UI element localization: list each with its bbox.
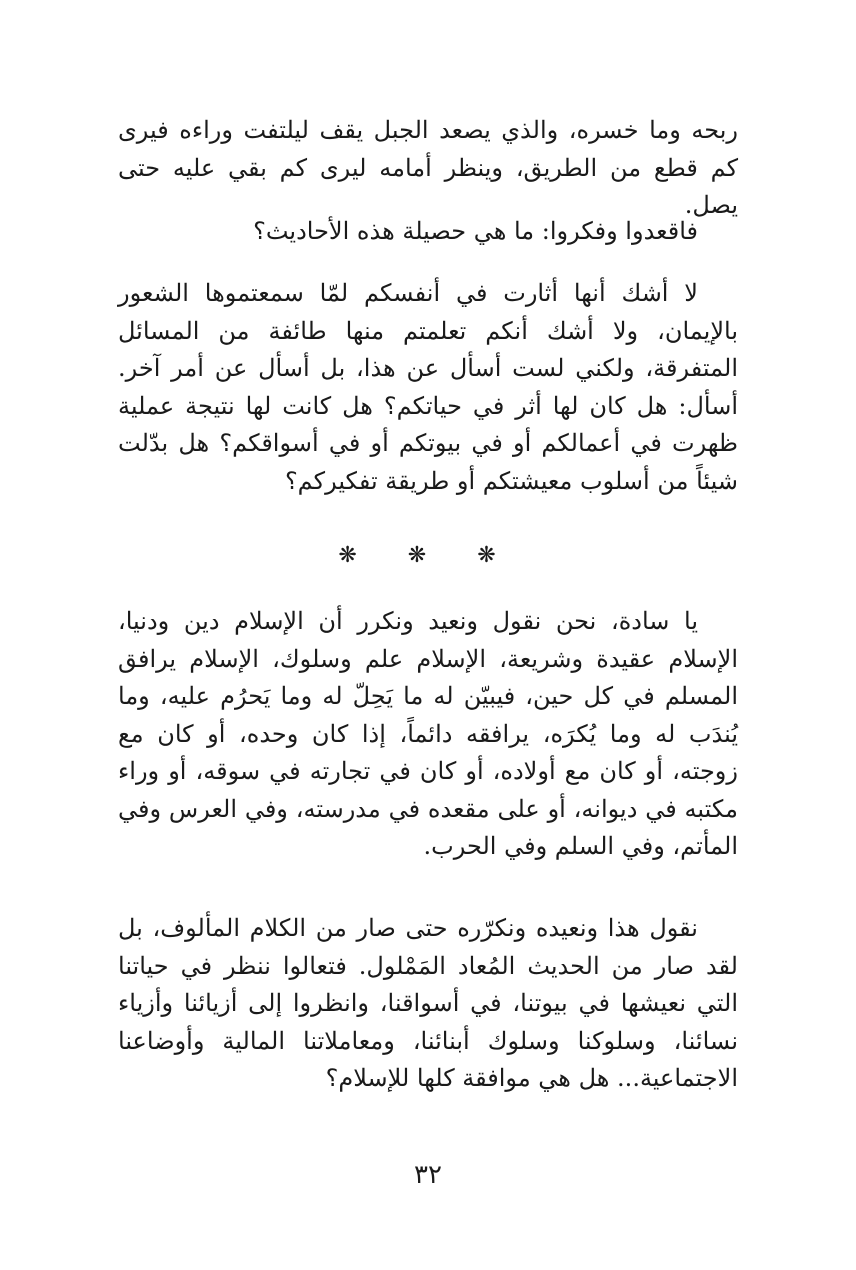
paragraph-islam-companion: يا سادة، نحن نقول ونعيد ونكرر أن الإسلام دين ودنيا، الإسلام عقيدة وشريعة، الإسلام علم وسلوك، الإسلام يرافق المسلم في كل حين، فيبيّن له ما يَحِلّ له وما يَحرُم عليه، وما يُندَب له وما يُكرَه، يرافقه دائماً، إذا كان وحده، أو كان مع زوجته، أو كان مع أولاده، أو كان في تجارته في سوقه، أو وراء مكتبه في ديوانه، أو على مقعده في مدرسته، وفي العرس وفي المأتم، وفي السلم وفي الحرب.: [118, 607, 738, 860]
paragraph-continuation: ربحه وما خسره، والذي يصعد الجبل يقف ليلتفت وراءه فيرى كم قطع من الطريق، وينظر أمامه ليرى كم بقي عليه حتى يصل.: [118, 116, 738, 219]
section-separator: ❋ ❋ ❋: [338, 543, 518, 568]
page-number: ٣٢: [414, 1160, 442, 1190]
paragraph-examine-life: نقول هذا ونعيده ونكرّره حتى صار من الكلام المألوف، بل لقد صار من الحديث المُعاد المَمْلول. فتعالوا ننظر في حياتنا التي نعيشها في بيوتنا، في أسواقنا، وانظروا إلى أزيائنا وأزياء نسائنا، وسلوكنا وسلوك أبنائنا، ومعاملاتنا المالية وأوضاعنا الاجتماعية... هل هي موافقة كلها للإسلام؟: [118, 914, 738, 1092]
paragraph-reflection: لا أشك أنها أثارت في أنفسكم لمّا سمعتموها الشعور بالإيمان، ولا أشك أنكم تعلمتم منها طائفة من المسائل المتفرقة، ولكني لست أسأل عن هذا، بل أسأل عن أمر آخر. أسأل: هل كان لها أثر في حياتكم؟ هل كانت لها نتيجة عملية ظهرت في أعمالكم أو في بيوتكم أو في أسواقكم؟ هل بدّلت شيئاً من أسلوب معيشتكم أو طريقة تفكيركم؟: [118, 279, 738, 495]
paragraph-question: فاقعدوا وفكروا: ما هي حصيلة هذه الأحاديث؟: [253, 217, 698, 245]
